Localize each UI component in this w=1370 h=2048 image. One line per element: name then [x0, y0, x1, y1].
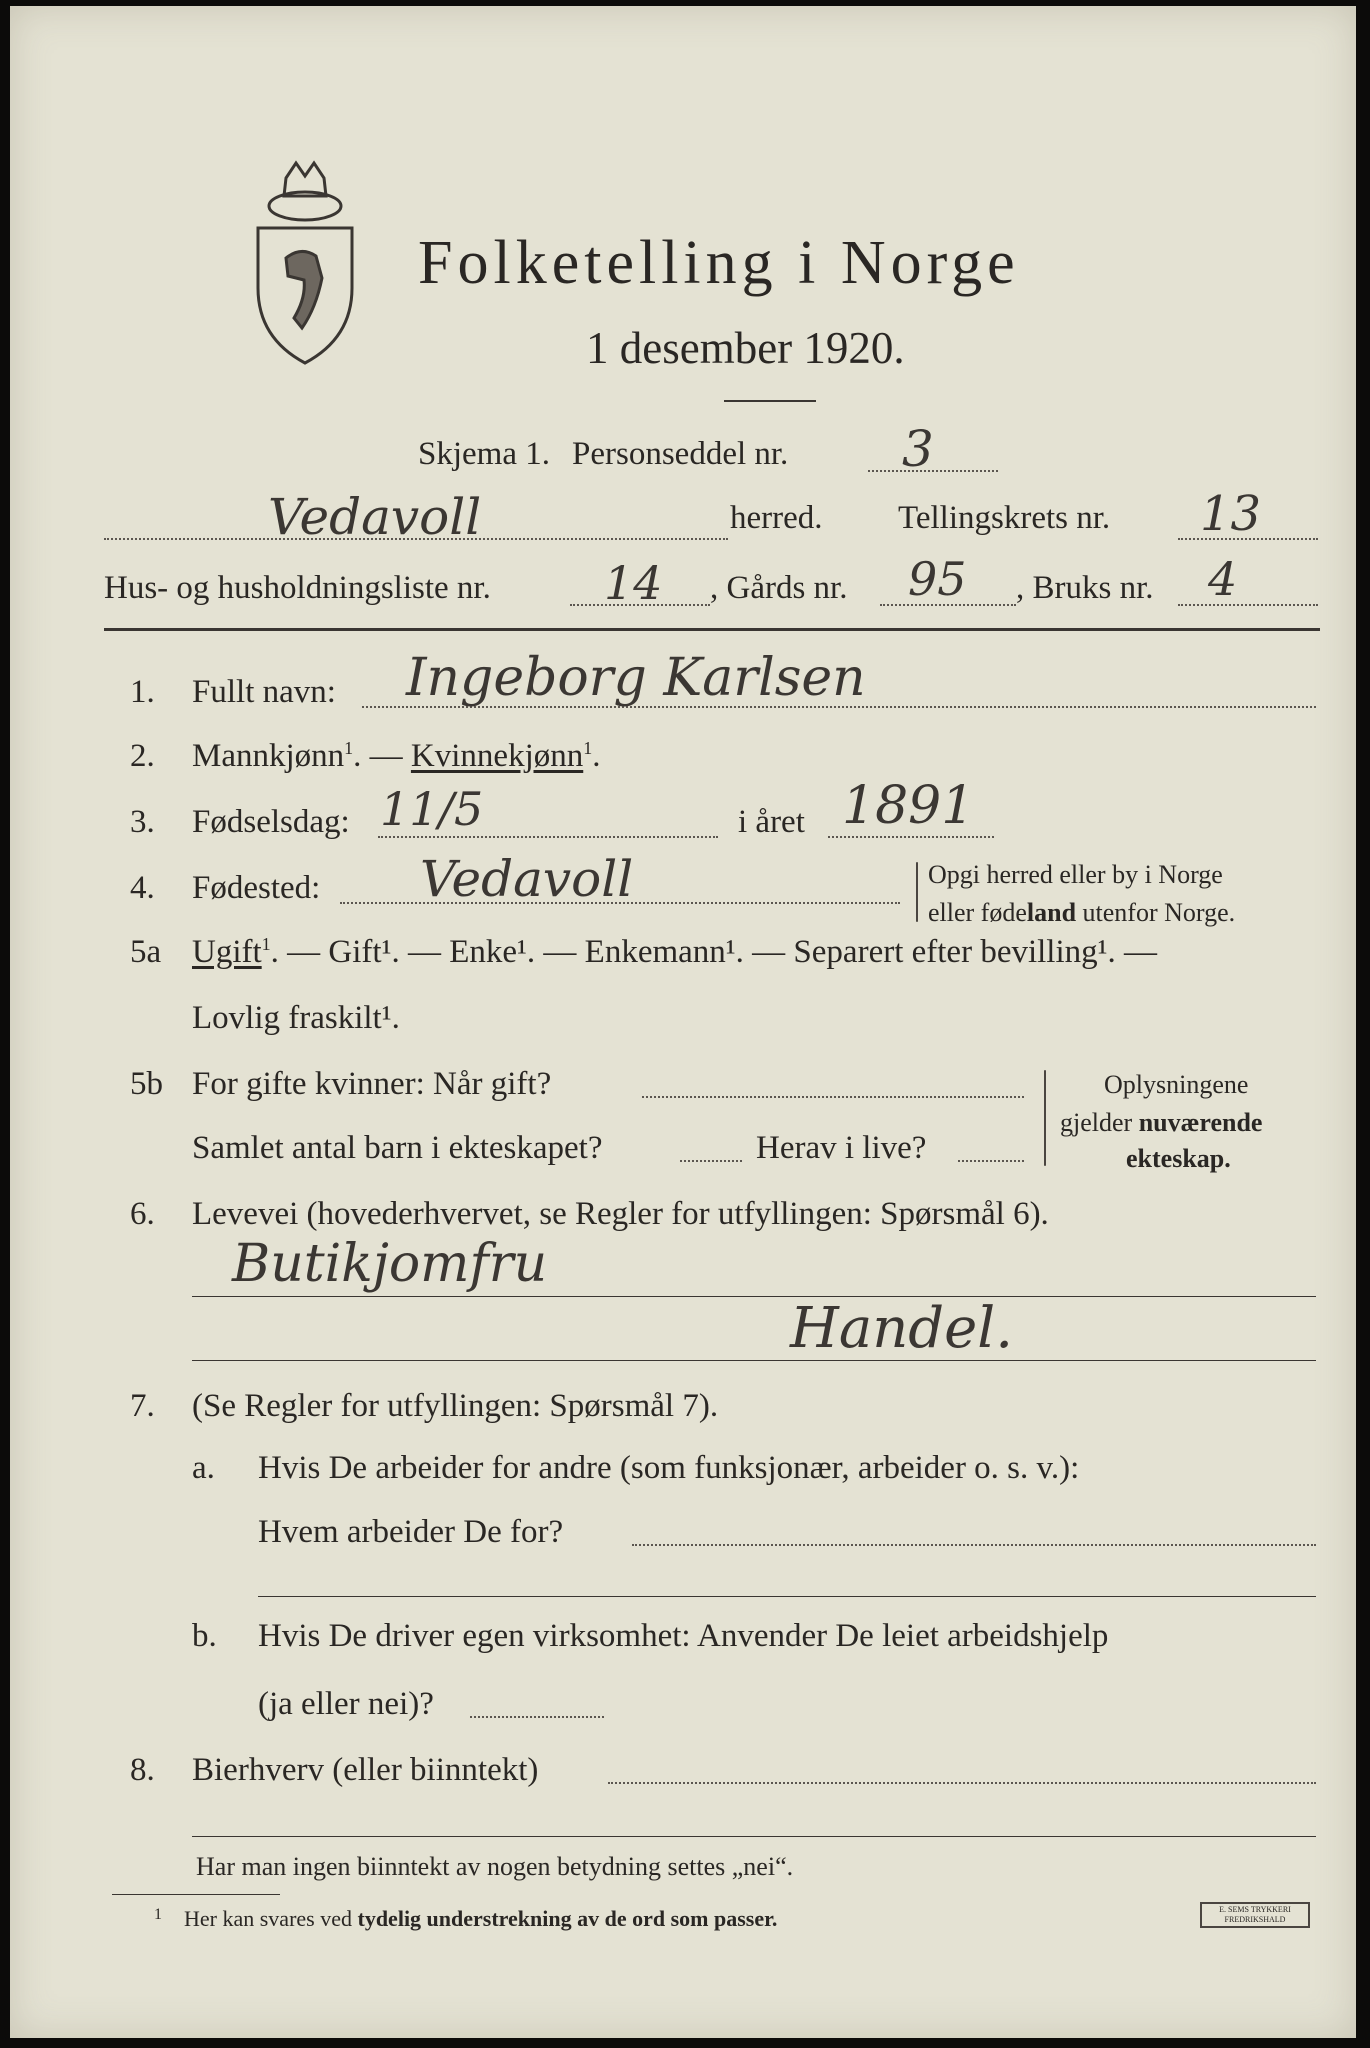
q5b-label-3: Herav i live? — [756, 1130, 927, 1166]
footnote-text: Her kan svares ved tydelig understrekning av de ord som passer. — [184, 1906, 778, 1931]
q3-line — [378, 836, 718, 838]
q8-line-2 — [192, 1836, 1316, 1837]
q3-year-value: 1891 — [842, 776, 975, 836]
gards-value: 95 — [908, 552, 967, 606]
q6-line-2 — [192, 1360, 1316, 1361]
q8-note: Har man ingen biinntekt av nogen betydning settes „nei“. — [196, 1852, 794, 1881]
q7b-letter: b. — [192, 1618, 217, 1654]
q6-number: 6. — [130, 1196, 155, 1232]
q7a-text: Hvis De arbeider for andre (som funksjonær, arbeider o. s. v.): — [258, 1450, 1080, 1486]
q4-brace — [916, 862, 918, 922]
q5b-brace — [1044, 1070, 1046, 1166]
q6-value-2: Handel. — [790, 1296, 1013, 1361]
q5a-ugift: Ugift — [192, 934, 262, 970]
bruks-value: 4 — [1208, 552, 1238, 606]
q6-value-1: Butikjomfru — [232, 1234, 548, 1294]
q4-label: Fødested: — [192, 870, 321, 906]
gards-label: , Gårds nr. — [710, 570, 848, 606]
q7b-text: Hvis De driver egen virksomhet: Anvender De leiet arbeidshjelp — [258, 1618, 1109, 1654]
q2-number: 2. — [130, 738, 155, 774]
herred-label: herred. — [730, 500, 823, 536]
q4-note-1: Opgi herred eller by i Norge — [928, 860, 1223, 889]
q7a-letter: a. — [192, 1450, 215, 1486]
q1-value: Ingeborg Karlsen — [406, 648, 866, 708]
q7b-question: (ja eller nei)? — [258, 1686, 434, 1722]
q4-value: Vedavoll — [420, 850, 634, 908]
title-divider — [724, 400, 816, 402]
household-list-value: 14 — [604, 556, 663, 610]
header-separator — [104, 628, 1320, 631]
q3-value: 11/5 — [380, 782, 484, 836]
q5b-note-2: gjelder nuværende — [1060, 1108, 1263, 1137]
q3-label: Fødselsdag: — [192, 804, 350, 840]
printer-stamp: E. SEMS TRYKKERI FREDRIKSHALD — [1200, 1902, 1310, 1928]
q2-mannkjonn: Mannkjønn — [192, 738, 345, 774]
footnote-mark: 1 — [154, 1906, 162, 1923]
q5b-line-1 — [642, 1096, 1024, 1098]
q2-kvinnekjonn: Kvinnekjønn — [410, 738, 584, 774]
q5a-text: Ugift$^1$. — Gift¹. — Enke¹. — Enkemann¹. — Separert efter bevilling¹. — — [192, 934, 1158, 970]
q3-year-label: i året — [738, 804, 805, 840]
q8-label: Bierhverv (eller biinntekt) — [192, 1752, 539, 1788]
tellingskrets-value: 13 — [1200, 486, 1262, 542]
q5b-note-3: ekteskap. — [1126, 1144, 1231, 1173]
tellingskrets-label: Tellingskrets nr. — [898, 500, 1111, 536]
norway-coat-of-arms-icon — [246, 158, 364, 366]
personseddel-label: Personseddel nr. — [572, 436, 789, 472]
q7a-line-2 — [258, 1596, 1316, 1597]
q7b-line — [470, 1716, 604, 1718]
footnote-divider — [112, 1894, 280, 1895]
q5a-number: 5a — [130, 934, 162, 970]
form-title: Folketelling i Norge — [418, 229, 1020, 297]
q5b-label-1: For gifte kvinner: Når gift? — [192, 1066, 552, 1102]
personseddel-value: 3 — [902, 420, 934, 478]
q5a-line2: Lovlig fraskilt¹. — [192, 1000, 400, 1036]
q5b-note-1: Oplysningene — [1104, 1070, 1249, 1099]
q5b-line-2 — [680, 1160, 742, 1162]
census-date: 1 desember 1920. — [586, 323, 905, 373]
q7-number: 7. — [130, 1388, 155, 1424]
bruks-label: , Bruks nr. — [1016, 570, 1154, 606]
q7a-question: Hvem arbeider De for? — [258, 1514, 564, 1550]
schema-label: Skjema 1. — [418, 436, 550, 472]
q8-number: 8. — [130, 1752, 155, 1788]
q7a-line-1 — [632, 1544, 1316, 1546]
household-list-label: Hus- og husholdningsliste nr. — [104, 570, 491, 606]
q3-number: 3. — [130, 804, 155, 840]
q8-line-1 — [608, 1782, 1316, 1784]
q1-number: 1. — [130, 674, 155, 710]
bruks-line — [1178, 604, 1318, 606]
q1-label: Fullt navn: — [192, 674, 336, 710]
herred-value: Vedavoll — [268, 488, 482, 546]
q4-note-2: eller fødeland utenfor Norge. — [928, 898, 1236, 927]
q5b-label-2: Samlet antal barn i ekteskapet? — [192, 1130, 603, 1166]
q5b-line-3 — [958, 1160, 1024, 1162]
q6-line-1 — [192, 1296, 1316, 1297]
q3-year-line — [828, 836, 994, 838]
q6-label: Levevei (hovederhvervet, se Regler for utfyllingen: Spørsmål 6). — [192, 1196, 1049, 1232]
q2-text: Mannkjønn$^1$. — Kvinnekjønn$^1$. — [192, 738, 601, 774]
q4-number: 4. — [130, 870, 155, 906]
q7-label: (Se Regler for utfyllingen: Spørsmål 7). — [192, 1388, 719, 1424]
q5b-number: 5b — [130, 1066, 163, 1102]
